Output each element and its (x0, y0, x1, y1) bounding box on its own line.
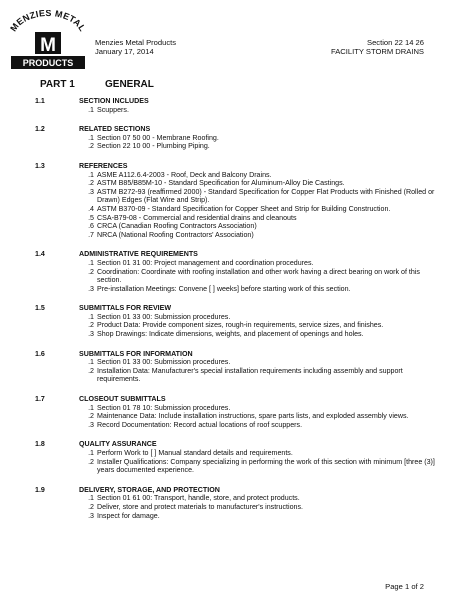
section-heading (34, 440, 444, 449)
section-heading-title: SUBMITTALS FOR REVIEW (79, 304, 172, 313)
spec-section (34, 162, 444, 239)
spec-section (34, 486, 444, 520)
list-item-number: .1 (88, 105, 94, 114)
list-item-text: ASTM B272-93 (reaffirmed 2000) - Standard Specification for Copper Flat Products with Finished (Rolled or Drawn) Edges (Flat Wire and Strip). (97, 187, 435, 205)
list-item-text: Shop Drawings: Indicate dimensions, weights, and placement of openings and holes. (97, 330, 364, 339)
section-heading-title: DELIVERY, STORAGE, AND PROTECTION (79, 485, 220, 494)
document-date: January 17, 2014 (95, 47, 154, 56)
list-item (34, 512, 444, 521)
list-item-text: Inspect for damage. (97, 511, 160, 520)
list-item-text: Product Data: Provide component sizes, rough-in requirements, service sizes, and finishes. (97, 321, 384, 330)
list-item (34, 171, 444, 180)
company-logo (8, 10, 88, 72)
list-item-text: Pre-installation Meetings: Convene [ ] weeks] before starting work of this section. (97, 284, 351, 293)
list-item-number: .1 (88, 133, 94, 142)
list-item-text: Section 01 33 00: Submission procedures. (97, 358, 231, 367)
list-item (34, 188, 444, 205)
list-item-text: Section 01 33 00: Submission procedures. (97, 312, 231, 321)
list-item (34, 321, 444, 330)
section-heading-title: SECTION INCLUDES (79, 97, 149, 105)
logo-letter: M (40, 35, 56, 56)
section-heading-title: ADMINISTRATIVE REQUIREMENTS (79, 250, 198, 259)
company-name: Menzies Metal Products (95, 38, 177, 47)
list-item-text: NRCA (National Roofing Contractors' Association) (97, 230, 254, 239)
part-number: PART 1 (40, 79, 75, 90)
list-item (34, 259, 444, 268)
section-heading-number: 1.9 (35, 485, 45, 494)
section-heading-number: 1.6 (35, 349, 45, 358)
list-item-text: Installer Qualifications: Company specializing in performing the work of this section with minimum [three (3)] years documented experience. (97, 457, 435, 475)
list-item (34, 330, 444, 339)
list-item-number: .1 (88, 449, 94, 457)
logo-bottom-text: PRODUCTS (22, 58, 74, 68)
list-item-number: .6 (88, 222, 94, 231)
section-heading (34, 486, 444, 495)
header-right (331, 38, 424, 56)
section-heading-number: 1.1 (35, 97, 45, 105)
section-heading (34, 304, 444, 313)
list-item-number: .3 (88, 284, 94, 293)
spec-section (34, 250, 444, 293)
list-item-number: .1 (88, 312, 94, 321)
list-item-number: .2 (88, 412, 94, 421)
section-heading-title: QUALITY ASSURANCE (79, 440, 157, 449)
header-left (95, 38, 176, 56)
list-item-number: .3 (88, 420, 94, 429)
list-item-text: CRCA (Canadian Roofing Contractors Association) (97, 222, 257, 231)
section-number: Section 22 14 26 (367, 38, 424, 47)
list-item-text: Coordination: Coordinate with roofing installation and other work having a direct bearing on work of this section. (97, 267, 420, 285)
list-item-text: CSA-B79-08 - Commercial and residential drains and cleanouts (97, 213, 297, 222)
list-item-number: .3 (88, 187, 94, 196)
list-item-text: Installation Data: Manufacturer's special installation requirements including assembly and support requirements. (97, 366, 403, 384)
section-heading-number: 1.4 (35, 250, 45, 259)
section-heading-title: SUBMITTALS FOR INFORMATION (79, 349, 193, 358)
section-heading-number: 1.8 (35, 440, 45, 449)
list-item (34, 358, 444, 367)
spec-section (34, 350, 444, 384)
list-item (34, 449, 444, 458)
list-item (34, 285, 444, 294)
section-heading-number: 1.5 (35, 304, 45, 313)
list-item (34, 268, 444, 285)
section-heading-title: REFERENCES (79, 161, 128, 170)
list-item-number: .2 (88, 457, 94, 466)
section-heading-number: 1.7 (35, 395, 45, 404)
list-item-text: Section 01 78 10: Submission procedures. (97, 403, 231, 412)
list-item-number: .2 (88, 321, 94, 330)
list-item-number: .4 (88, 204, 94, 213)
list-item-number: .1 (88, 358, 94, 367)
logo-arc-text: MENZIES METAL (8, 10, 88, 34)
list-item (34, 106, 444, 115)
section-heading (34, 125, 444, 134)
list-item-number: .1 (88, 403, 94, 412)
spec-section (34, 97, 444, 114)
list-item (34, 205, 444, 214)
list-item (34, 421, 444, 430)
section-heading (34, 97, 444, 106)
list-item-number: .2 (88, 267, 94, 276)
list-item-number: .2 (88, 179, 94, 188)
list-item-number: .2 (88, 502, 94, 511)
list-item-text: ASTM B370-09 - Standard Specification for Copper Sheet and Strip for Building Construction. (97, 204, 391, 213)
part-heading (40, 79, 154, 90)
list-item (34, 313, 444, 322)
section-heading-number: 1.2 (35, 125, 45, 134)
list-item-text: Section 22 10 00 - Plumbing Piping. (97, 142, 210, 151)
list-item-text: Record Documentation: Record actual locations of roof scuppers. (97, 420, 303, 429)
list-item-number: .1 (88, 170, 94, 179)
list-item (34, 404, 444, 413)
spec-section (34, 395, 444, 429)
section-heading-title: RELATED SECTIONS (79, 125, 151, 134)
list-item-number: .2 (88, 366, 94, 375)
list-item-text: Section 01 61 00: Transport, handle, store, and protect products. (97, 494, 300, 503)
section-heading-number: 1.3 (35, 161, 45, 170)
list-item-text: Maintenance Data: Include installation instructions, spare parts lists, and exploded assembly views. (97, 412, 409, 421)
list-item (34, 367, 444, 384)
spec-section (34, 304, 444, 338)
spec-section (34, 125, 444, 151)
spec-section (34, 440, 444, 474)
list-item-number: .3 (88, 330, 94, 339)
list-item (34, 494, 444, 503)
section-title: FACILITY STORM DRAINS (331, 47, 424, 56)
list-item (34, 231, 444, 240)
list-item-number: .1 (88, 258, 94, 267)
list-item-text: ASTM B85/B85M-10 - Standard Specification for Aluminum-Alloy Die Castings. (97, 179, 345, 188)
spec-body (34, 97, 444, 531)
section-heading (34, 250, 444, 259)
list-item-number: .7 (88, 230, 94, 239)
list-item-number: .3 (88, 511, 94, 520)
list-item (34, 458, 444, 475)
list-item-number: .2 (88, 142, 94, 151)
list-item-text: Section 01 31 00: Project management and coordination procedures. (97, 258, 314, 267)
list-item-text: ASME A112.6.4-2003 - Roof, Deck and Balcony Drains. (97, 170, 272, 179)
section-heading (34, 350, 444, 359)
list-item (34, 134, 444, 143)
list-item-text: Scuppers. (97, 105, 129, 114)
section-heading (34, 395, 444, 404)
list-item-text: Perform Work to [ ] Manual standard details and requirements. (97, 449, 293, 457)
list-item-number: .5 (88, 213, 94, 222)
list-item-text: Deliver, store and protect materials to manufacturer's instructions. (97, 502, 303, 511)
list-item (34, 412, 444, 421)
list-item-text: Section 07 50 00 - Membrane Roofing. (97, 133, 219, 142)
part-title: GENERAL (105, 79, 154, 90)
list-item-number: .1 (88, 494, 94, 503)
section-heading-title: CLOSEOUT SUBMITTALS (79, 395, 166, 404)
section-heading (34, 162, 444, 171)
list-item (34, 179, 444, 188)
list-item (34, 503, 444, 512)
page-number: Page 1 of 2 (385, 582, 424, 591)
list-item (34, 214, 444, 223)
list-item (34, 142, 444, 151)
list-item (34, 222, 444, 231)
